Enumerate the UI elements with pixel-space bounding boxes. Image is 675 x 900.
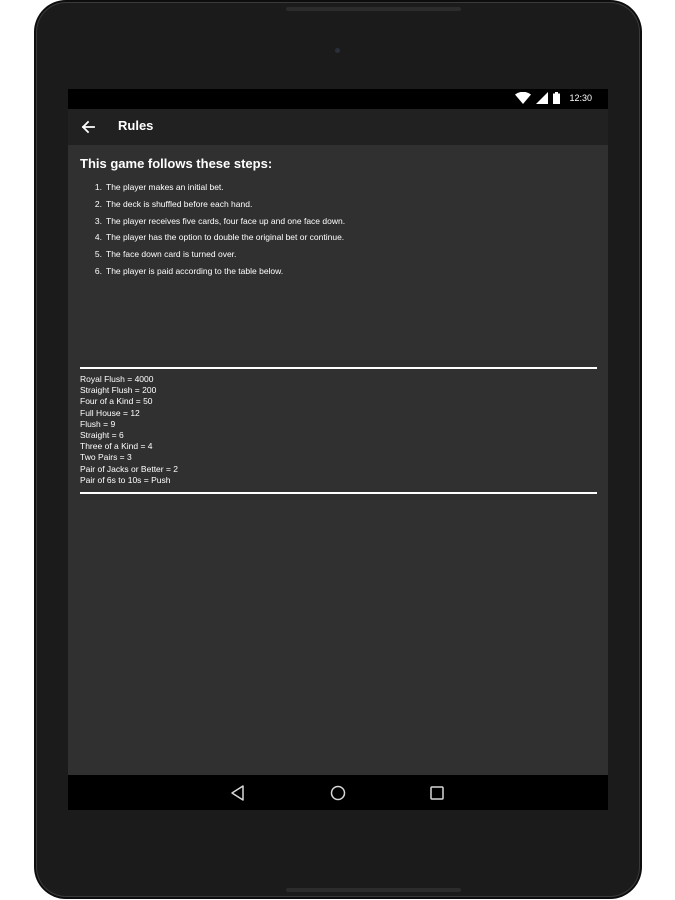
payout-row: Flush = 9 <box>80 418 116 429</box>
signal-icon <box>536 92 548 104</box>
front-camera <box>335 48 340 53</box>
step-number: 1. <box>94 182 102 192</box>
payout-table <box>80 374 178 486</box>
wifi-icon <box>515 92 531 104</box>
status-bar <box>68 89 608 109</box>
list-item <box>88 213 345 230</box>
list-item <box>88 179 345 196</box>
nav-recent-icon[interactable] <box>428 784 446 802</box>
device-screen <box>68 89 608 810</box>
navigation-bar <box>68 775 608 810</box>
payout-row: Straight Flush = 200 <box>80 385 157 396</box>
battery-icon <box>553 92 560 104</box>
step-text: The player makes an initial bet. <box>106 182 224 192</box>
step-number: 4. <box>94 232 102 243</box>
step-text: The face down card is turned over. <box>106 249 237 260</box>
payout-row: Straight = 6 <box>80 429 124 440</box>
app-bar <box>68 109 608 145</box>
payout-row: Three of a Kind = 4 <box>80 441 153 452</box>
payout-row: Pair of Jacks or Better = 2 <box>80 463 179 474</box>
payout-row: Two Pairs = 3 <box>80 452 132 463</box>
step-number: 6. <box>94 265 102 276</box>
arrow-left-icon[interactable] <box>80 119 96 135</box>
list-item <box>88 196 345 213</box>
payout-row: Four of a Kind = 50 <box>80 396 153 407</box>
divider-top <box>80 367 597 369</box>
payout-row: Pair of 6s to 10s = Push <box>80 474 171 485</box>
device-bottom-edge <box>286 888 461 892</box>
step-text: The deck is shuffled before each hand. <box>106 198 253 209</box>
step-number: 5. <box>94 249 102 260</box>
step-text: The player is paid according to the table below. <box>106 265 284 276</box>
list-item <box>88 246 345 263</box>
step-number: 3. <box>94 215 102 226</box>
step-text: The player has the option to double the original bet or continue. <box>106 232 345 243</box>
device-top-edge <box>286 7 461 11</box>
steps-heading: This game follows these steps: <box>80 156 273 171</box>
nav-home-icon[interactable] <box>329 784 347 802</box>
payout-row: Royal Flush = 4000 <box>80 374 154 384</box>
rules-content <box>68 145 608 775</box>
nav-back-icon[interactable] <box>229 784 247 802</box>
step-number: 2. <box>94 198 102 209</box>
list-item <box>88 229 345 246</box>
payout-row: Full House = 12 <box>80 407 140 418</box>
list-item <box>88 263 345 280</box>
page-title: Rules <box>118 118 154 133</box>
status-icons <box>515 92 592 104</box>
divider-bottom <box>80 492 597 494</box>
step-text: The player receives five cards, four face up and one face down. <box>106 215 346 226</box>
status-clock: 12:30 <box>569 93 592 103</box>
steps-list <box>88 179 345 280</box>
